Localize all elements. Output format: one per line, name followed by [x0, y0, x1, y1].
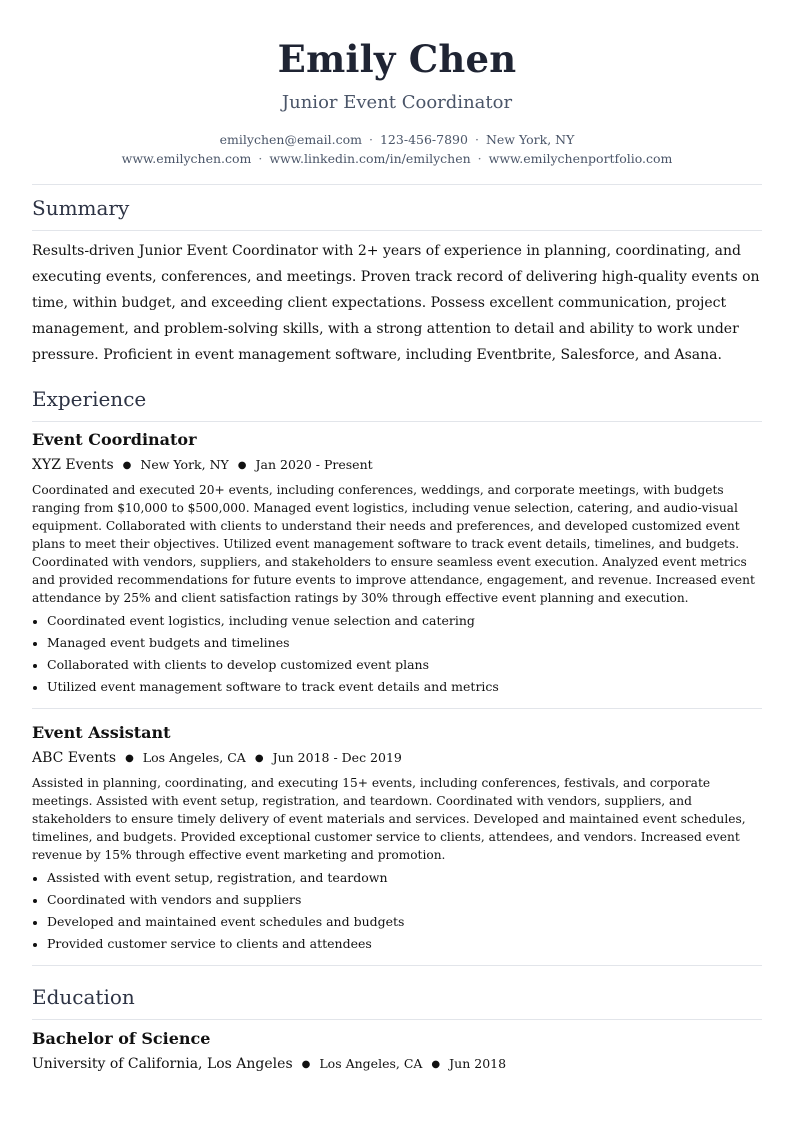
list-item — [32, 632, 762, 654]
list-item — [32, 676, 762, 698]
company-name: XYZ Events — [32, 457, 114, 473]
school-location: Los Angeles, CA — [319, 1056, 423, 1071]
resume-header — [32, 36, 762, 168]
website-link[interactable]: www.emilychen.com — [121, 151, 252, 166]
divider — [32, 1019, 762, 1020]
school-name: University of California, Los Angeles — [32, 1056, 293, 1072]
job-meta — [32, 748, 762, 770]
experience-section — [32, 385, 762, 966]
list-item — [32, 933, 762, 955]
list-item-text: Assisted with event setup, registration, and teardown — [47, 870, 388, 885]
bullet-icon — [33, 943, 37, 947]
divider — [32, 230, 762, 231]
job-title: Event Coordinator — [32, 430, 197, 449]
bullet-separator: ● — [254, 753, 264, 764]
bullet-separator: ● — [125, 753, 134, 764]
education-meta — [32, 1054, 762, 1076]
contact-separator: · — [474, 132, 479, 147]
list-item — [32, 654, 762, 676]
list-item-text: Managed event budgets and timelines — [47, 635, 290, 650]
job-dates: Jan 2020 - Present — [255, 457, 373, 472]
job-entry — [32, 429, 762, 698]
experience-heading: Experience — [32, 387, 147, 411]
summary-heading: Summary — [32, 196, 130, 220]
bullet-icon — [33, 664, 37, 668]
summary-text: Results-driven Junior Event Coordinator with 2+ years of experience in planning, coordinating, and executing events, conferences, and meetings. Proven track record of delivering high-quality events on time, within budget, and exceeding client expectations. Possess excellent communication, project management, and problem-solving skills, with a strong attention to detail and ability to work under pressure. Proficient in event management software, including Eventbrite, Salesforce, and Asana. — [32, 243, 760, 363]
bullet-icon — [33, 620, 37, 624]
candidate-title: Junior Event Coordinator — [281, 92, 513, 113]
divider — [32, 421, 762, 422]
linkedin-link[interactable]: www.linkedin.com/in/emilychen — [269, 151, 471, 166]
bullet-separator: ● — [122, 460, 132, 471]
divider — [32, 184, 762, 185]
job-location: New York, NY — [140, 457, 229, 472]
contact-email: emilychen@email.com — [219, 132, 362, 147]
job-title: Event Assistant — [32, 723, 171, 742]
education-section — [32, 983, 762, 1076]
list-item-text: Collaborated with clients to develop customized event plans — [47, 657, 430, 672]
bullet-separator: ● — [431, 1059, 441, 1070]
contact-line-primary — [32, 130, 762, 149]
list-item-text: Developed and maintained event schedules and budgets — [47, 914, 405, 929]
contact-line-links — [32, 149, 762, 168]
contact-separator: · — [477, 151, 482, 166]
job-bullet-list — [32, 867, 762, 955]
job-entry — [32, 722, 762, 955]
contact-location: New York, NY — [485, 132, 575, 147]
bullet-icon — [33, 877, 37, 881]
job-description: Assisted in planning, coordinating, and executing 15+ events, including conferences, festivals, and corporate meetings. Assisted with event setup, registration, and teardown. Coordinated with vendors, suppliers, and stakeholders to ensure timely delivery of event materials and services. Developed and maintained event schedules, timelines, and budgets. Provided exceptional customer service to clients, attendees, and vendors. Increased event revenue by 15% through effective event marketing and promotion. — [32, 776, 746, 862]
candidate-name: Emily Chen — [277, 37, 517, 81]
bullet-icon — [33, 899, 37, 903]
contact-separator: · — [258, 151, 263, 166]
job-description: Coordinated and executed 20+ events, including conferences, weddings, and corporate meetings, with budgets ranging from $10,000 to $500,000. Managed event logistics, including venue selection, catering, and audio-visual equipment. Collaborated with clients to understand their needs and preferences, and developed customized event plans to meet their objectives. Utilized event management software to track event details, timelines, and budgets. Coordinated with vendors, suppliers, and stakeholders to ensure seamless event execution. Analyzed event metrics and provided recommendations for future events to improve attendance, engagement, and revenue. Increased event attendance by 25% and client satisfaction ratings by 30% through effective event planning and execution. — [32, 483, 755, 605]
contact-separator: · — [369, 132, 373, 147]
list-item — [32, 911, 762, 933]
bullet-icon — [33, 686, 37, 690]
list-item-text: Provided customer service to clients and attendees — [47, 936, 372, 951]
bullet-separator: ● — [237, 460, 247, 471]
list-item-text: Coordinated with vendors and suppliers — [47, 892, 302, 907]
list-item — [32, 889, 762, 911]
company-name: ABC Events — [32, 750, 117, 766]
graduation-date: Jun 2018 — [449, 1056, 507, 1071]
list-item — [32, 867, 762, 889]
list-item-text: Coordinated event logistics, including venue selection and catering — [47, 613, 475, 628]
summary-section — [32, 194, 762, 368]
resume-page — [32, 0, 762, 1076]
contact-phone: 123-456-7890 — [379, 132, 468, 147]
divider — [32, 965, 762, 966]
job-location: Los Angeles, CA — [142, 750, 246, 765]
degree-title: Bachelor of Science — [32, 1029, 211, 1048]
divider — [32, 708, 762, 709]
job-meta — [32, 455, 762, 477]
portfolio-link[interactable]: www.emilychenportfolio.com — [488, 151, 673, 166]
education-heading: Education — [32, 985, 135, 1009]
job-bullet-list — [32, 610, 762, 698]
list-item-text: Utilized event management software to track event details and metrics — [47, 679, 499, 694]
list-item — [32, 610, 762, 632]
bullet-icon — [33, 642, 37, 646]
job-dates: Jun 2018 - Dec 2019 — [272, 750, 402, 765]
bullet-separator: ● — [301, 1059, 311, 1070]
bullet-icon — [33, 921, 37, 925]
